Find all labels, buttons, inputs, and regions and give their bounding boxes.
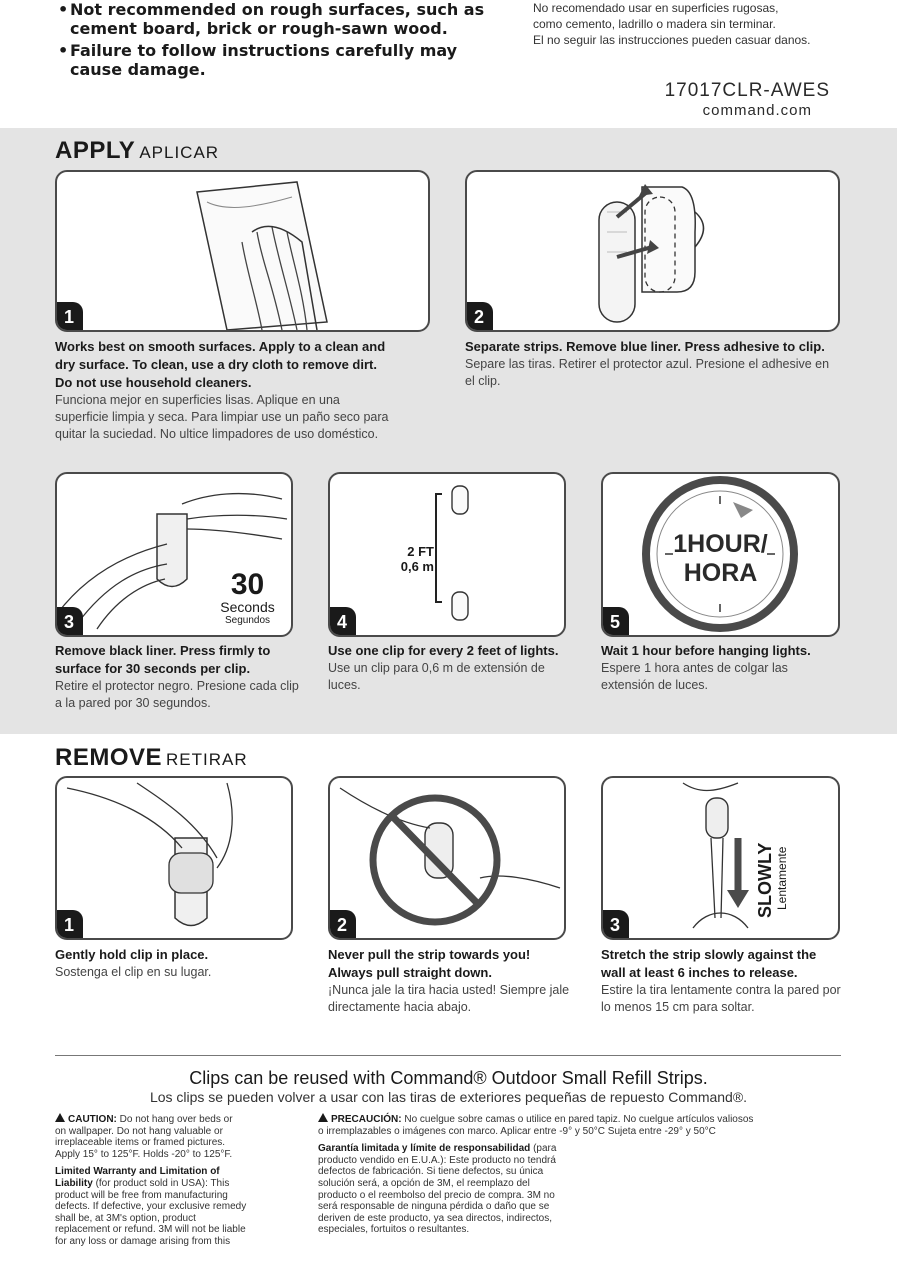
garantia-text: producto vendido en E.U.A.): Este producto no tendrá [318,1154,556,1166]
apply-step-4-panel [328,472,566,637]
caution-text: irreplaceable items or framed pictures. [55,1137,226,1149]
thirty-seconds-label [205,570,290,626]
garantia-text: solución será, a opción de 3M, el reemplazo del [318,1177,530,1189]
step-number: 3 [601,910,629,940]
remove-step-3-caption [601,946,841,1016]
one-hour-label [603,530,838,588]
step-number: 4 [328,607,356,637]
caution-label: CAUTION: [68,1114,117,1125]
reuse-note-es: Los clips se pueden volver a usar con las tiras de exteriores pequeñas de repuesto Command®. [149,1089,748,1105]
spacing-meters: 0,6 m [400,559,434,574]
caption-es: Estire la tira lentamente contra la pared por lo menos 15 cm para soltar. [601,983,841,1014]
warning-rough-surfaces: • Not recommended on rough surfaces, such as cement board, brick or rough-sawn wood. [58,0,498,38]
remove-title: REMOVE [55,744,163,771]
warranty-label-2: Liability [55,1177,93,1189]
warranty-text: shall be, at 3M's option, product [55,1212,196,1224]
caption-en: Never pull the strip towards you! Always pull straight down. [328,947,531,980]
caution-text: on wallpaper. Do not hang valuable or [55,1125,223,1137]
warning-triangle-icon [318,1113,328,1122]
slowly-label-es: Lentamente [775,846,789,910]
apply-step-2-caption [465,338,835,390]
garantia-text: especiales, fortuitos o resultantes. [318,1224,470,1236]
apply-step-4-caption [328,642,573,694]
caption-es: ¡Nunca jale la tira hacia usted! Siempre jale directamente hacia abajo. [328,983,570,1014]
caution-text: Apply 15° to 125°F. Holds -20° to 125°F. [55,1148,233,1160]
step-number: 2 [465,302,493,332]
precaucion-label: PRECAUCIÓN: [331,1114,402,1125]
garantia-text: defectos de fabricación. Si tiene defectos, su única [318,1166,544,1178]
warning-es-line: No recomendado usar en superficies rugosas, [533,1,779,15]
precaucion-text: No cuelgue sobre camas o utilice en pared tapiz. No cuelgue artículos valiosos [404,1114,754,1125]
apply-step-1-panel [55,170,430,332]
garantia-text: será responsable de ninguna pérdida o daño que se [318,1201,550,1213]
caption-es: Use un clip para 0,6 m de extensión de luces. [328,661,545,692]
divider [55,1055,841,1056]
remove-step-2-panel [328,776,566,940]
caption-en: Works best on smooth surfaces. Apply to a clean and dry surface. To clean, use a dry cloth to remove dirt. Do not use household cleaners. [55,339,386,390]
garantia-text: deriven de este producto, ya sea directos, indirectos, [318,1212,553,1224]
caution-text: Do not hang over beds or [119,1114,233,1125]
warning-list-es [533,0,873,48]
remove-title-es: RETIRAR [166,750,248,769]
remove-step-1-panel [55,776,293,940]
warranty-text: replacement or refund. 3M will not be liable [55,1224,246,1236]
seconds-label-es: Segundos [224,615,271,626]
warranty-text: product will be free from manufacturing [55,1189,228,1201]
step-number: 1 [55,302,83,332]
warranty-text: (for product sold in USA): This [95,1177,230,1189]
caption-en: Gently hold clip in place. [55,947,209,962]
apply-heading [55,137,219,165]
apply-step-5-caption [601,642,841,694]
step-number: 1 [55,910,83,940]
apply-title-es: APLICAR [139,143,220,162]
caption-es: Retire el protector negro. Presione cada clip a la pared por 30 segundos. [55,679,299,710]
caption-es: Sostenga el clip en su lugar. [55,965,212,979]
seconds-number: 30 [230,568,265,601]
one-hour-es: HORA [683,559,758,587]
prohibited-pull-icon [330,778,564,938]
clip-spacing-illustration [330,474,564,635]
warning-es-line: El no seguir las instrucciones pueden casuar danos. [533,33,811,47]
caption-en: Use one clip for every 2 feet of lights. [328,643,559,658]
website: command.com [702,102,812,119]
spacing-feet: 2 FT [407,544,434,559]
caption-en: Remove black liner. Press firmly to surface for 30 seconds per clip. [55,643,271,676]
caption-en: Stretch the strip slowly against the wall at least 6 inches to release. [601,947,817,980]
one-hour-en: 1HOUR/ [673,530,768,558]
warning-follow-instructions: • Failure to follow instructions carefully may cause damage. [58,41,498,79]
stretch-strip-illustration [603,778,838,938]
caption-en: Wait 1 hour before hanging lights. [601,643,811,658]
warranty-text: for any loss or damage arising from this [55,1235,231,1247]
garantia-text: producto o el reembolso del precio de compra. 3M no [318,1189,555,1201]
reuse-note-en: Clips can be reused with Command® Outdoor Small Refill Strips. [189,1068,708,1088]
remove-step-1-caption [55,946,295,981]
spacing-label [384,544,434,574]
apply-step-1-caption [55,338,395,443]
hold-clip-illustration [57,778,291,938]
garantia-text: (para [533,1143,557,1155]
step-number: 2 [328,910,356,940]
step-number: 3 [55,607,83,637]
precaucion-text: o irremplazables o imágenes con marco. Aplicar entre -9° y 50°C Sujeta entre -29° y 50°C [318,1125,716,1137]
apply-step-3-caption [55,642,305,712]
warranty-text: defects. If defective, your exclusive remedy [55,1201,247,1213]
warning-list-en [58,0,498,79]
remove-heading [55,744,248,772]
warranty-label: Limited Warranty and Limitation of [55,1166,220,1178]
slowly-label [755,808,789,918]
apply-step-3-panel [55,472,293,637]
product-code: 17017CLR-AWES [664,80,830,101]
caption-es: Funciona mejor en superficies lisas. Aplique en una superficie limpia y seca. Para limpiar use un paño seco para quitar la suciedad. No ultice limpadores de uso doméstico. [55,393,389,441]
remove-step-2-caption [328,946,573,1016]
fine-print-en [55,1113,300,1248]
step-number: 5 [601,607,629,637]
caption-es: Separe las tiras. Retirer el protector azul. Presione el adhesive en el clip. [465,357,830,388]
caption-es: Espere 1 hora antes de colgar las extensión de luces. [601,661,788,692]
warning-triangle-icon [55,1113,65,1122]
adhesive-strip-illustration [467,172,838,330]
warning-es-line: como cemento, ladrillo o madera sin terminar. [533,17,776,31]
wiping-cloth-illustration [57,172,428,330]
apply-step-5-panel [601,472,840,637]
apply-step-2-panel [465,170,840,332]
garantia-label: Garantía limitada y límite de responsabilidad [318,1143,531,1155]
seconds-label-en: Seconds [220,599,275,615]
fine-print-es [318,1113,858,1236]
slowly-label-en: SLOWLY [755,842,775,918]
remove-step-3-panel [601,776,840,940]
apply-title: APPLY [55,137,136,164]
caption-en: Separate strips. Remove blue liner. Press adhesive to clip. [465,339,825,354]
